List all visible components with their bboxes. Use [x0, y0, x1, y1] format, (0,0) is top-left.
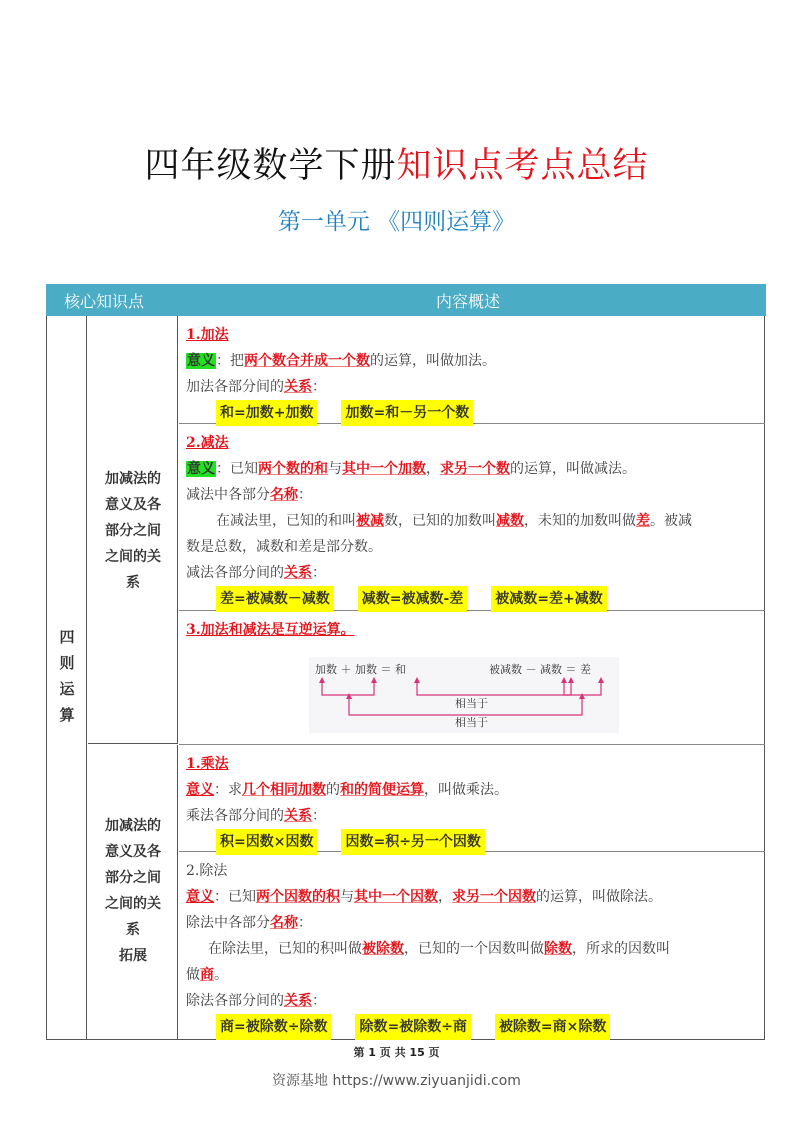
emphasis: 求另一个因数: [452, 889, 536, 905]
emphasis: 差: [636, 513, 650, 529]
text: ：: [312, 565, 326, 581]
page-number: 第 1 页 共 15 页: [353, 1046, 440, 1059]
knowledge-table: [46, 284, 765, 1040]
division-heading: 2.除法: [186, 863, 228, 879]
emphasis: 关系: [284, 808, 312, 824]
text: 的运算，叫做加法。: [370, 353, 496, 369]
emphasis: 两个数的和: [258, 461, 328, 477]
category-cell: [47, 316, 87, 1039]
group-a-line: 之间的关: [105, 549, 161, 565]
emphasis: 关系: [284, 379, 312, 395]
text: 数，已知的加数叫: [384, 513, 496, 529]
group-b-line: 部分之间: [105, 870, 161, 886]
text: ，: [426, 461, 440, 477]
text: 减法各部分间的: [186, 565, 284, 581]
subtraction-cell: [179, 424, 765, 611]
text: ：: [312, 808, 326, 824]
emphasis: 名称: [270, 915, 298, 931]
emphasis: 除数: [544, 941, 572, 957]
group-b-line: 拓展: [119, 948, 147, 964]
formula: 除数=被除数÷商: [355, 1014, 470, 1040]
text: 的运算，叫做除法。: [536, 889, 662, 905]
subtraction-equation: 被减数 － 减数 ＝ 差: [489, 663, 591, 676]
emphasis: 关系: [284, 565, 312, 581]
text: 在减法里，已知的和叫: [216, 513, 356, 529]
group-b-line: 加减法的: [105, 818, 161, 834]
text: 在除法里，已知的积叫做: [208, 941, 362, 957]
emphasis: 被减: [356, 513, 384, 529]
meaning-label: 意义: [186, 782, 214, 798]
emphasis: 关系: [284, 993, 312, 1009]
text: 的运算，叫做减法。: [510, 461, 636, 477]
text: ：: [312, 379, 326, 395]
text: ：: [298, 915, 312, 931]
unit-subtitle: 第一单元 《四则运算》: [277, 209, 516, 235]
category-label: [47, 624, 87, 728]
text: 除法中各部分: [186, 915, 270, 931]
title-black: 四年级数学下册: [144, 146, 397, 186]
subtraction-formulas: [186, 586, 765, 612]
emphasis: 几个相同加数: [242, 782, 326, 798]
text: ：把: [216, 353, 244, 369]
text: 减法中各部分: [186, 487, 270, 503]
text: ，叫做乘法。: [424, 782, 508, 798]
emphasis: 减数: [496, 513, 524, 529]
inverse-cell: [179, 611, 765, 745]
text: 做: [186, 967, 200, 983]
meaning-label: 意义: [187, 353, 215, 369]
formula: 加数=和－另一个数: [341, 400, 473, 426]
addition-heading: 1.加法: [186, 327, 229, 343]
formula: 被减数=差+减数: [491, 586, 606, 612]
meaning-label: 意义: [186, 889, 214, 905]
division-formulas: [186, 1014, 765, 1040]
text: 的: [326, 782, 340, 798]
emphasis: 被除数: [362, 941, 404, 957]
emphasis: 其中一个因数: [354, 889, 438, 905]
text: ：: [312, 993, 326, 1009]
text: 与: [340, 889, 354, 905]
emphasis: 名称: [270, 487, 298, 503]
formula: 被除数=商×除数: [495, 1014, 610, 1040]
source-watermark: 资源基地 https://www.ziyuanjidi.com: [272, 1073, 521, 1089]
emphasis: 商: [200, 967, 214, 983]
formula: 因数=积÷另一个因数: [341, 829, 484, 855]
text: 数是总数，减数和差是部分数。: [186, 539, 382, 555]
title-red: 知识点考点总结: [396, 146, 649, 186]
addition-equation: 加数 ＋ 加数 ＝ 和: [315, 663, 406, 676]
text: ：已知: [214, 889, 256, 905]
equivalent-label: 相当于: [455, 697, 488, 710]
meaning-label: 意义: [187, 461, 215, 477]
header-content-overview: 内容概述: [436, 292, 501, 311]
division-cell: [179, 852, 765, 1039]
text: 。: [214, 967, 228, 983]
formula: 差=被减数－减数: [216, 586, 334, 612]
category-text: 四则运算: [59, 628, 75, 724]
emphasis: 两个因数的积: [256, 889, 340, 905]
group-a-label: [88, 466, 178, 596]
emphasis: 求另一个数: [440, 461, 510, 477]
emphasis: 其中一个加数: [342, 461, 426, 477]
addition-formulas: [186, 400, 765, 426]
group-a-line: 意义及各: [105, 497, 161, 513]
multiplication-cell: [179, 745, 765, 852]
group-a-line: 加减法的: [105, 471, 161, 487]
text: ，未知的加数叫做: [524, 513, 636, 529]
addition-cell: [179, 316, 765, 424]
group-a-line: 部分之间: [105, 523, 161, 539]
text: 。被减: [650, 513, 692, 529]
inverse-heading: 3.加法和减法是互逆运算。: [186, 622, 355, 638]
text: 除法各部分间的: [186, 993, 284, 1009]
group-b-label: [88, 813, 178, 969]
formula: 和=加数+加数: [216, 400, 317, 426]
emphasis: 和的简便运算: [340, 782, 424, 798]
text: ：求: [214, 782, 242, 798]
table-header: [46, 284, 766, 316]
header-core-points: 核心知识点: [64, 292, 145, 311]
group-a-line: 系: [126, 575, 140, 591]
multiplication-heading: 1.乘法: [186, 756, 229, 772]
page-title: [0, 142, 793, 190]
group-b-line: 系: [126, 922, 140, 938]
text: 乘法各部分间的: [186, 808, 284, 824]
text: ：已知: [216, 461, 258, 477]
inverse-diagram: [309, 657, 619, 733]
formula: 商=被除数÷除数: [216, 1014, 331, 1040]
text: ，所求的因数叫: [572, 941, 670, 957]
text: ：: [298, 487, 312, 503]
text: ，已知的一个因数叫做: [404, 941, 544, 957]
subtraction-heading: 2.减法: [186, 435, 229, 451]
group-a-cell: [88, 316, 178, 744]
formula: 减数=被减数-差: [358, 586, 468, 612]
equivalent-label: 相当于: [455, 716, 488, 729]
group-b-line: 意义及各: [105, 844, 161, 860]
emphasis: 两个数合并成一个数: [244, 353, 370, 369]
formula: 积=因数×因数: [216, 829, 317, 855]
text: 与: [328, 461, 342, 477]
text: ，: [438, 889, 452, 905]
group-b-cell: [88, 745, 178, 1039]
group-b-line: 之间的关: [105, 896, 161, 912]
text: 加法各部分间的: [186, 379, 284, 395]
